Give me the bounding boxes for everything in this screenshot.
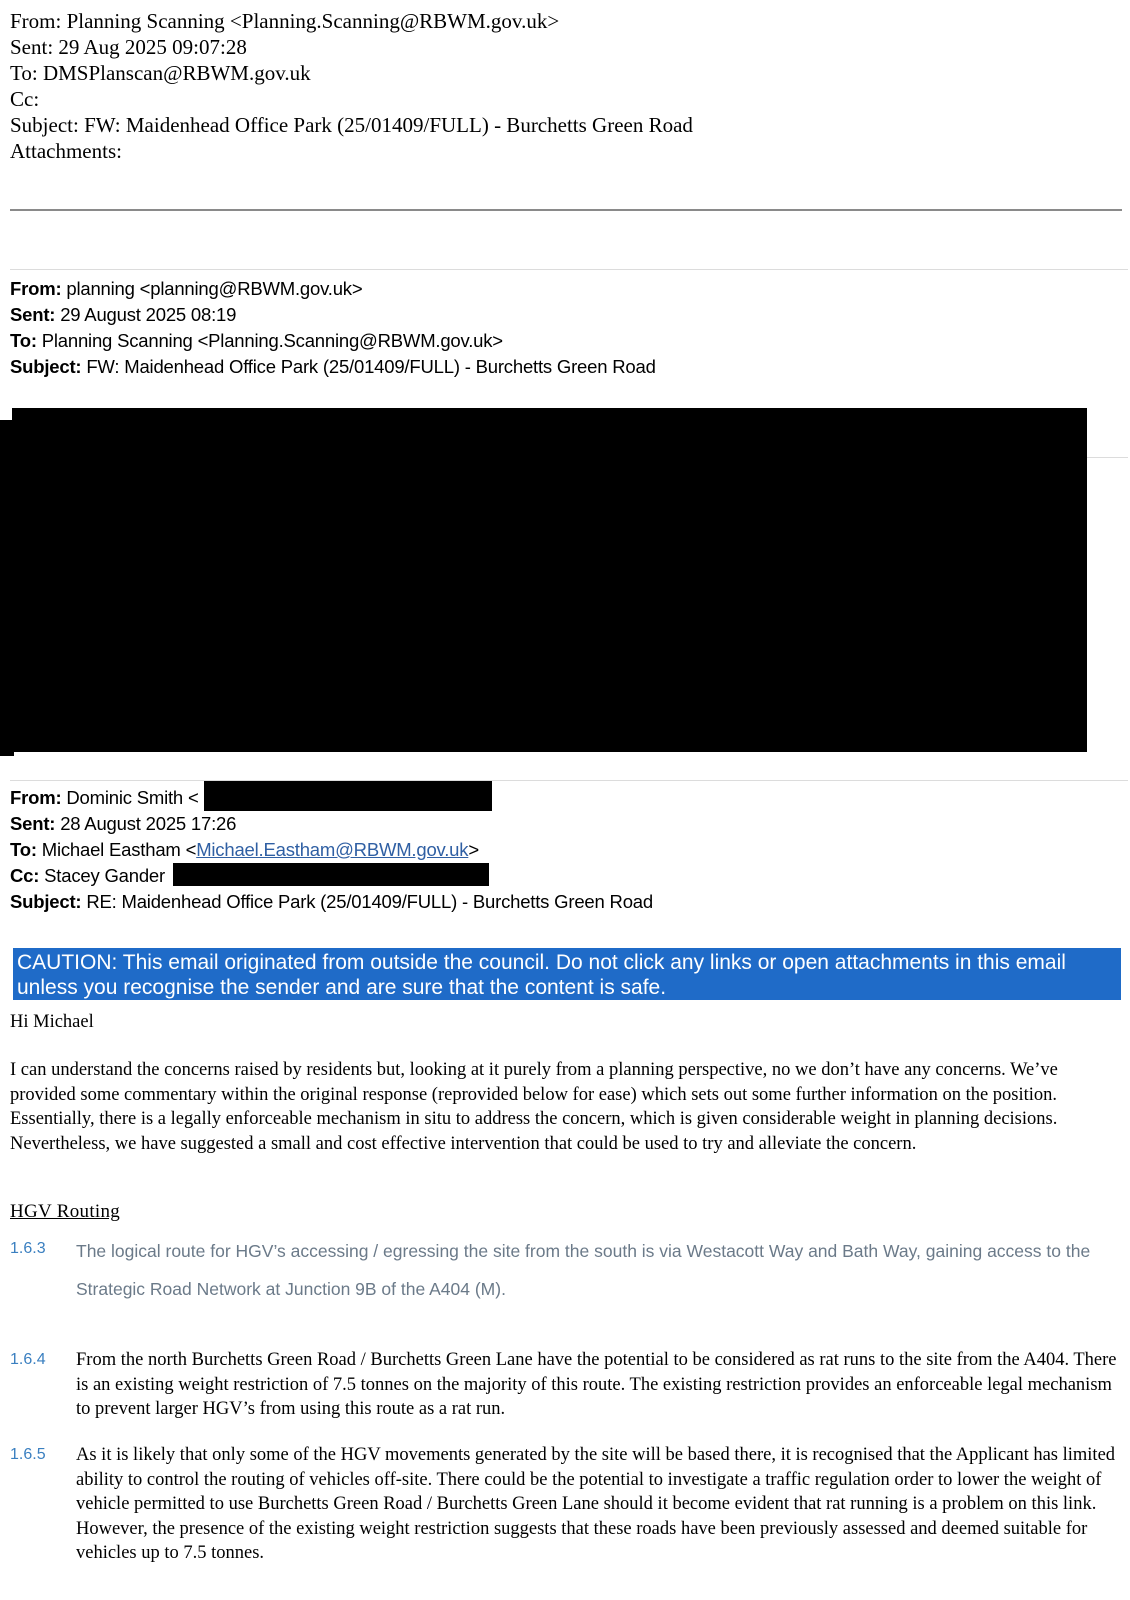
section-heading: HGV Routing <box>10 1201 121 1222</box>
forward2-subject-line: Subject: RE: Maidenhead Office Park (25/01409/FULL) - Burchetts Green Road <box>10 891 653 912</box>
header-divider <box>10 209 1122 211</box>
outer-subject: Subject: FW: Maidenhead Office Park (25/01409/FULL) - Burchetts Green Road <box>10 113 693 137</box>
forward2-sent-line: Sent: 28 August 2025 17:26 <box>10 813 237 834</box>
outer-cc: Cc: <box>10 87 40 111</box>
redaction-block-edge <box>0 420 14 756</box>
item-number: 1.6.5 <box>10 1446 46 1463</box>
forward1-subject-line: Subject: FW: Maidenhead Office Park (25/01409/FULL) - Burchetts Green Road <box>10 356 656 377</box>
item-number: 1.6.4 <box>10 1351 46 1368</box>
item-number: 1.6.3 <box>10 1240 46 1257</box>
forward2-from-line: From: Dominic Smith < <box>10 787 199 808</box>
forward1-from-line: From: planning <planning@RBWM.gov.uk> <box>10 278 363 299</box>
forward1-divider <box>10 269 1128 270</box>
outer-attachments: Attachments: <box>10 139 122 163</box>
forward1-header <box>10 276 656 380</box>
redaction-block <box>12 408 1087 752</box>
greeting: Hi Michael <box>10 1012 94 1032</box>
outer-to: To: DMSPlanscan@RBWM.gov.uk <box>10 61 311 85</box>
sender-email-redaction <box>204 781 492 811</box>
outer-from: From: Planning Scanning <Planning.Scanning@RBWM.gov.uk> <box>10 9 560 33</box>
item-text: From the north Burchetts Green Road / Burchetts Green Lane have the potential to be considered as rat runs to the site from the A404. There is an existing weight restriction of 7.5 tonnes on the majority of this route. The existing restriction provides an enforceable legal mechanism to prevent larger HGV’s from using this route as a rat run. <box>76 1350 1117 1419</box>
outer-sent: Sent: 29 Aug 2025 09:07:28 <box>10 35 247 59</box>
cc-email-redaction <box>173 863 489 886</box>
item-text: The logical route for HGV’s accessing / egressing the site from the south is via Westacott Way and Bath Way, gaining access to the Strategic Road Network at Junction 9B of the A404 (M). <box>76 1241 1091 1299</box>
caution-banner: CAUTION: This email originated from outside the council. Do not click any links or open attachments in this email unless you recognise the sender and are sure that the content is safe. <box>13 948 1121 1000</box>
forward2-cc-line: Cc: Stacey Gander <box>10 865 165 886</box>
forward2-divider <box>10 780 1128 781</box>
forward1-to-line: To: Planning Scanning <Planning.Scanning@RBWM.gov.uk> <box>10 330 503 351</box>
recipient-email-link[interactable]: Michael.Eastham@RBWM.gov.uk <box>196 839 469 860</box>
outer-email-header <box>10 8 693 164</box>
item-text: As it is likely that only some of the HGV movements generated by the site will be based there, it is recognised that the Applicant has limited ability to control the routing of vehicles off-site. There could be the potential to investigate a traffic regulation order to lower the weight of vehicle permitted to use Burchetts Green Road / Burchetts Green Lane should it become evident that rat running is a problem on this link. However, the presence of the existing weight restriction suggests that these roads have been previously assessed and deemed suitable for vehicles up to 7.5 tonnes. <box>76 1445 1116 1563</box>
body-paragraph: I can understand the concerns raised by residents but, looking at it purely from a planning perspective, no we don’t have any concerns. We’ve provided some commentary within the original response (reprovided below for ease) which sets out some further information on the position. Essentially, there is a legally enforceable mechanism in situ to address the concern, which is given considerable weight in planning decisions. Nevertheless, we have suggested a small and cost effective intervention that could be used to try and alleviate the concern. <box>10 1060 1058 1154</box>
forward2-to-line: To: Michael Eastham <Michael.Eastham@RBWM.gov.uk> <box>10 839 479 860</box>
forward1-sent-line: Sent: 29 August 2025 08:19 <box>10 304 237 325</box>
